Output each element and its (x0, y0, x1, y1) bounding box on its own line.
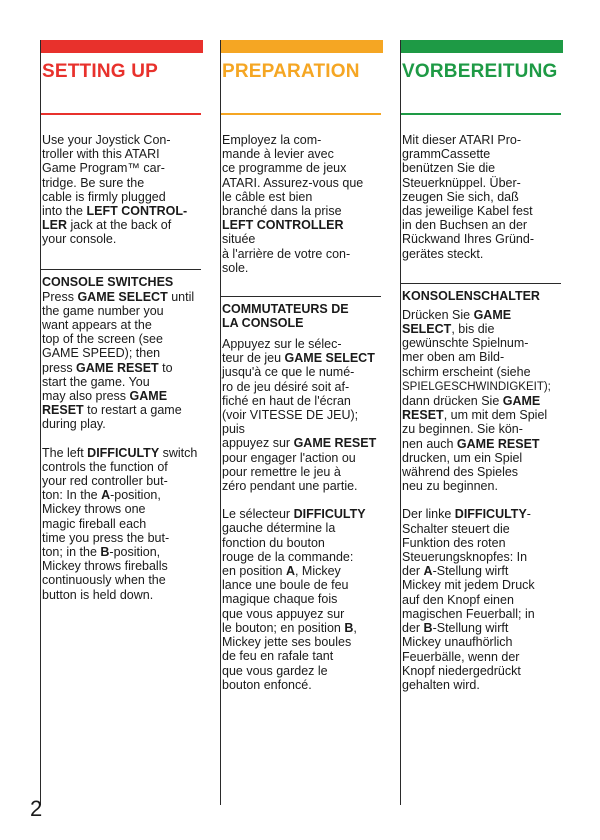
french-heading: PREPARATION (222, 61, 360, 82)
english-paragraph-difficulty: The left DIFFICULTY switch controls the function of your red controller but- ton: In the A-position, Mickey throws one magic fireball each time you press the but- ton; in the B-position, Mickey throws fireballs continuously when the button is held down. (42, 445, 198, 602)
english-intro: Use your Joystick Con- troller with this ATARI Game Program™ car- tridge. Be sure the cable is firmly plugged into the LEFT CONTROL- LER jack at the back of your console. (42, 133, 188, 247)
french-paragraph-console-switches: Appuyez sur le sélec- teur de jeu GAME SELECT jusqu'à ce que le numé- ro de jeu désiré soit af- fiché en haut de l'écran (voir VITESSE DE JEU); puis appuyez sur GAME RESET pour engager l'action ou pour remettre le jeu à zéro pendant une partie. (222, 337, 377, 494)
german-intro: Mit dieser ATARI Pro- grammCassette benützen Sie die Steuerknüppel. Über- zeugen Sie sich, daß das jeweilige Kabel fest in den Buchsen an der Rückwand Ihres Gründ- gerätes steckt. (402, 133, 535, 261)
german-heading-underline (401, 113, 561, 115)
page-number: 2 (30, 796, 43, 821)
french-color-bar (221, 40, 383, 53)
english-heading-underline (41, 113, 201, 115)
english-subheading: CONSOLE SWITCHES (41, 269, 201, 289)
english-column (40, 40, 203, 805)
french-column (220, 40, 383, 805)
german-column (400, 40, 563, 805)
german-heading: VORBEREITUNG (402, 61, 558, 82)
english-heading: SETTING UP (42, 61, 159, 82)
german-paragraph-console-switches: Drücken Sie GAME SELECT, bis die gewünschte Spielnum- mer oben am Bild- schirm erscheint (siehe SPIELGESCHWINDIGKEIT); dann drücken Sie GAME RESET, um mit dem Spiel zu beginnen. Sie kön- nen auch GAME RESET drucken, um ein Spiel während des Spieles neu zu beginnen. (402, 307, 551, 494)
english-paragraph-console-switches: Press GAME SELECT until the game number you want appears at the top of the screen (see GAME SPEED); then press GAME RESET to start the game. You may also press GAME RESET to restart a game during play. (42, 289, 195, 432)
german-paragraph-difficulty: Der linke DIFFICULTY- Schalter steuert die Funktion des roten Steuerungsknopfes: In der A-Stellung wirft Mickey mit jedem Druck auf den Knopf einen magischen Feuerball; in der B-Stellung wirft Mickey unaufhörlich Feuerbälle, wenn der Knopf niedergedrückt gehalten wird. (402, 507, 535, 692)
english-color-bar (41, 40, 203, 53)
german-subheading: KONSOLENSCHALTER (401, 283, 561, 303)
french-intro: Employez la com- mande à levier avec ce programme de jeux ATARI. Assurez-vous que le câble est bien branché dans la prise LEFT CONTROLLER située à l'arrière de votre con- sole. (222, 133, 364, 275)
french-paragraph-difficulty: Le sélecteur DIFFICULTY gauche détermine la fonction du bouton rouge de la commande: en position A, Mickey lance une boule de feu magique chaque fois que vous appuyez sur le bouton; en position B, Mickey jette ses boules de feu en rafale tant que vous gardez le bouton enfoncé. (222, 507, 366, 692)
french-subheading: COMMUTATEURS DE LA CONSOLE (221, 296, 381, 330)
french-heading-underline (221, 113, 381, 115)
german-color-bar (401, 40, 563, 53)
